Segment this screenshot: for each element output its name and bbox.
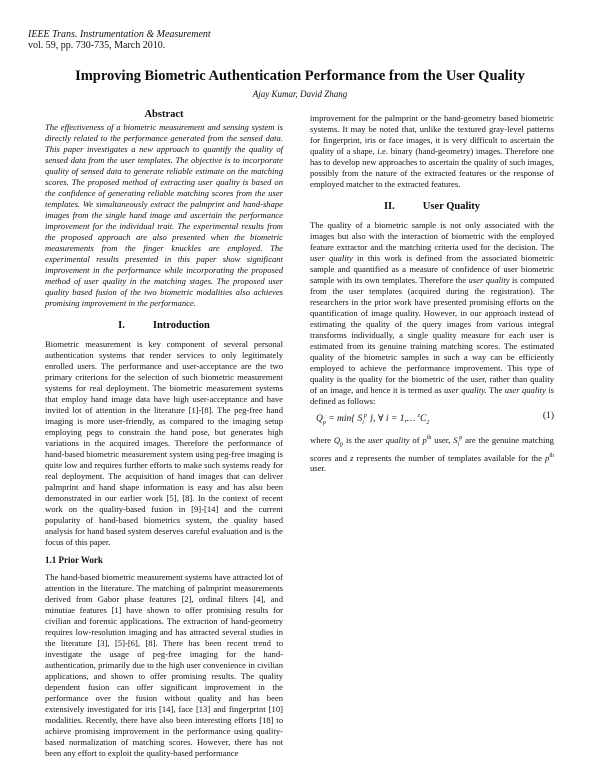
paper-authors: Ajay Kumar, David Zhang [252,89,348,99]
journal-name: IEEE Trans. Instrumentation & Measurement [28,29,211,40]
prior-work-paragraph-continued: improvement for the palmprint or the hand-geometry based biometric systems. It may be noted that, unlike the textured gray-level patterns for fingerprint, iris or face images, it is very difficult to ascertain the quality of a shape, i.e. binary (hand-geometry) images. Therefore one has to develop new approaches to ascertain the quality of such images, possibly from the nature of the extracted features or the response of employed matcher to the extracted features. [310,113,554,189]
abstract-text: The effectiveness of a biometric measurement and sensing system is directly related to the performance generated from the sensed data. This paper investigates a new approach to quantify the quality of sensed data from the user templates. The objective is to incorporate quality of sensed data to generate reliable estimate on the matching scores. The proposed method of extracting user quality is based on the confidence of generating reliable matching scores from the user templates. We simultaneously extract the palmprint and hand-shape images from the single hand image and ascertain the performance improvement for the individual trait. The experimental results from the proposed approach are also presented when the biometric measurements from the finger knuckles are employed. The experimental results presented in this paper show significant improvement in the performance while incorporating the proposed method of user quality in the matching stages. The proposed user quality based fusion of the two biometric modalities also achieves promising improvement in the performance. [45,122,283,308]
equation-number: (1) [542,411,554,421]
prior-work-paragraph-start: The hand-based biometric measurement systems have attracted lot of attention in the literature. The matching of palmprint measurements derived from Gabor phase features [2], ordinal filters [4], and minutiae features [1] have shown to offer promising results for civilian and forensic applications. The extraction of hand-geometry requires low-resolution imaging and has attracted several studies in the literature [3], [5]-[6], [8]. There has been recent trend to investigate the usage of peg-free imaging for the hand-authentication, primarily due to the high user convenience in civilian applications, and shown to offer promising results. The quality dependent fusion can offer significant improvement in the performance over the fusion without quality and has been extensively investigated for iris [14], face [13] and fingerprint [10] modalities. Recently, there have also been interesting efforts [18] to achieve promising improvement in the performance using quality-based normalization of matching scores. However, there has not been any effort to exploit the quality-based performance [45,572,283,758]
user-quality-paragraph: The quality of a biometric sample is not only associated with the images but also with the interaction of biometric with the employed feature extractor and the matching criteria used for the decision. The user quality in this work is defined from the associated biometric sample and quantified as a measure of confidence of user biometric sample with its own templates. Therefore the user quality is computed from the user templates (acquired during the registration). The researchers in the prior work have presented promising efforts on the quantification of image quality. However, in our approach instead of estimating the quality of the query images from various integral transforms individually, a single quality measure for each user is estimated from its genuine training matching scores. The estimated quality of the biometric samples in such a way can be efficiently employed to achieve the performance improvement. This type of quality is the quality for the biometric of the user, rather than quality of an image, and hence it is termed as user quality. The user quality is defined as follows: [310,220,555,406]
left-column [45,108,283,759]
abstract-heading: Abstract [144,109,184,120]
section-number: I. [118,320,125,331]
section-title: User Quality [422,201,481,212]
intro-paragraph: Biometric measurement is key component of several personal authentication systems that render services to only legitimately enrolled users. The performance and user-acceptance are the two primary criterions for the selection of such biometric measurement systems for real deployment. The biometric measurement systems that employ hand image data have high user-acceptance and have invited lot of attention in the literature [1]-[8]. The peg-free hand imaging is more user-friendly, as compared to the imaging setup employing pegs to constrain the hand pose, but generates high variations in the acquired images. Therefore the performance of hand-based biometric measurement system using peg-free imaging is quite low and requires further efforts to make such systems ready for real deployment. The acquisition of hand images that can deliver palmprint and hand shape information is easy and has also been demonstrated in our earlier work [5], [8]. In the context of recent work on the quality-based fusion in [9]-[14] and the current popularity of hand-based biometrics system, the quality based analysis for hand based system deserves careful evaluation and is the focus of this paper. [45,339,283,547]
section-number: II. [383,201,395,212]
section-title: Introduction [152,320,210,331]
journal-volume: vol. 59, pp. 730-735, March 2010. [28,40,166,51]
right-column [310,113,554,474]
equation-explanation: where $Q_p$ is the user quality of $p^{th}$ user, $S_i^p$ are the genuine matching scores and z represents the number of templates available for the $p^{th}$ user. [310,434,554,474]
section-heading-introduction [45,319,283,333]
equation-body: $Q_p = \min${ $S_i^p$ }, ∀ i = 1,… $^zC_2$ [316,413,430,427]
section-heading-user-quality [310,200,554,214]
equation-1 [310,411,554,429]
paper-title: Improving Biometric Authentication Performance from the User Quality [75,68,525,84]
subsection-heading-prior-work: 1.1 Prior Work [45,555,103,565]
